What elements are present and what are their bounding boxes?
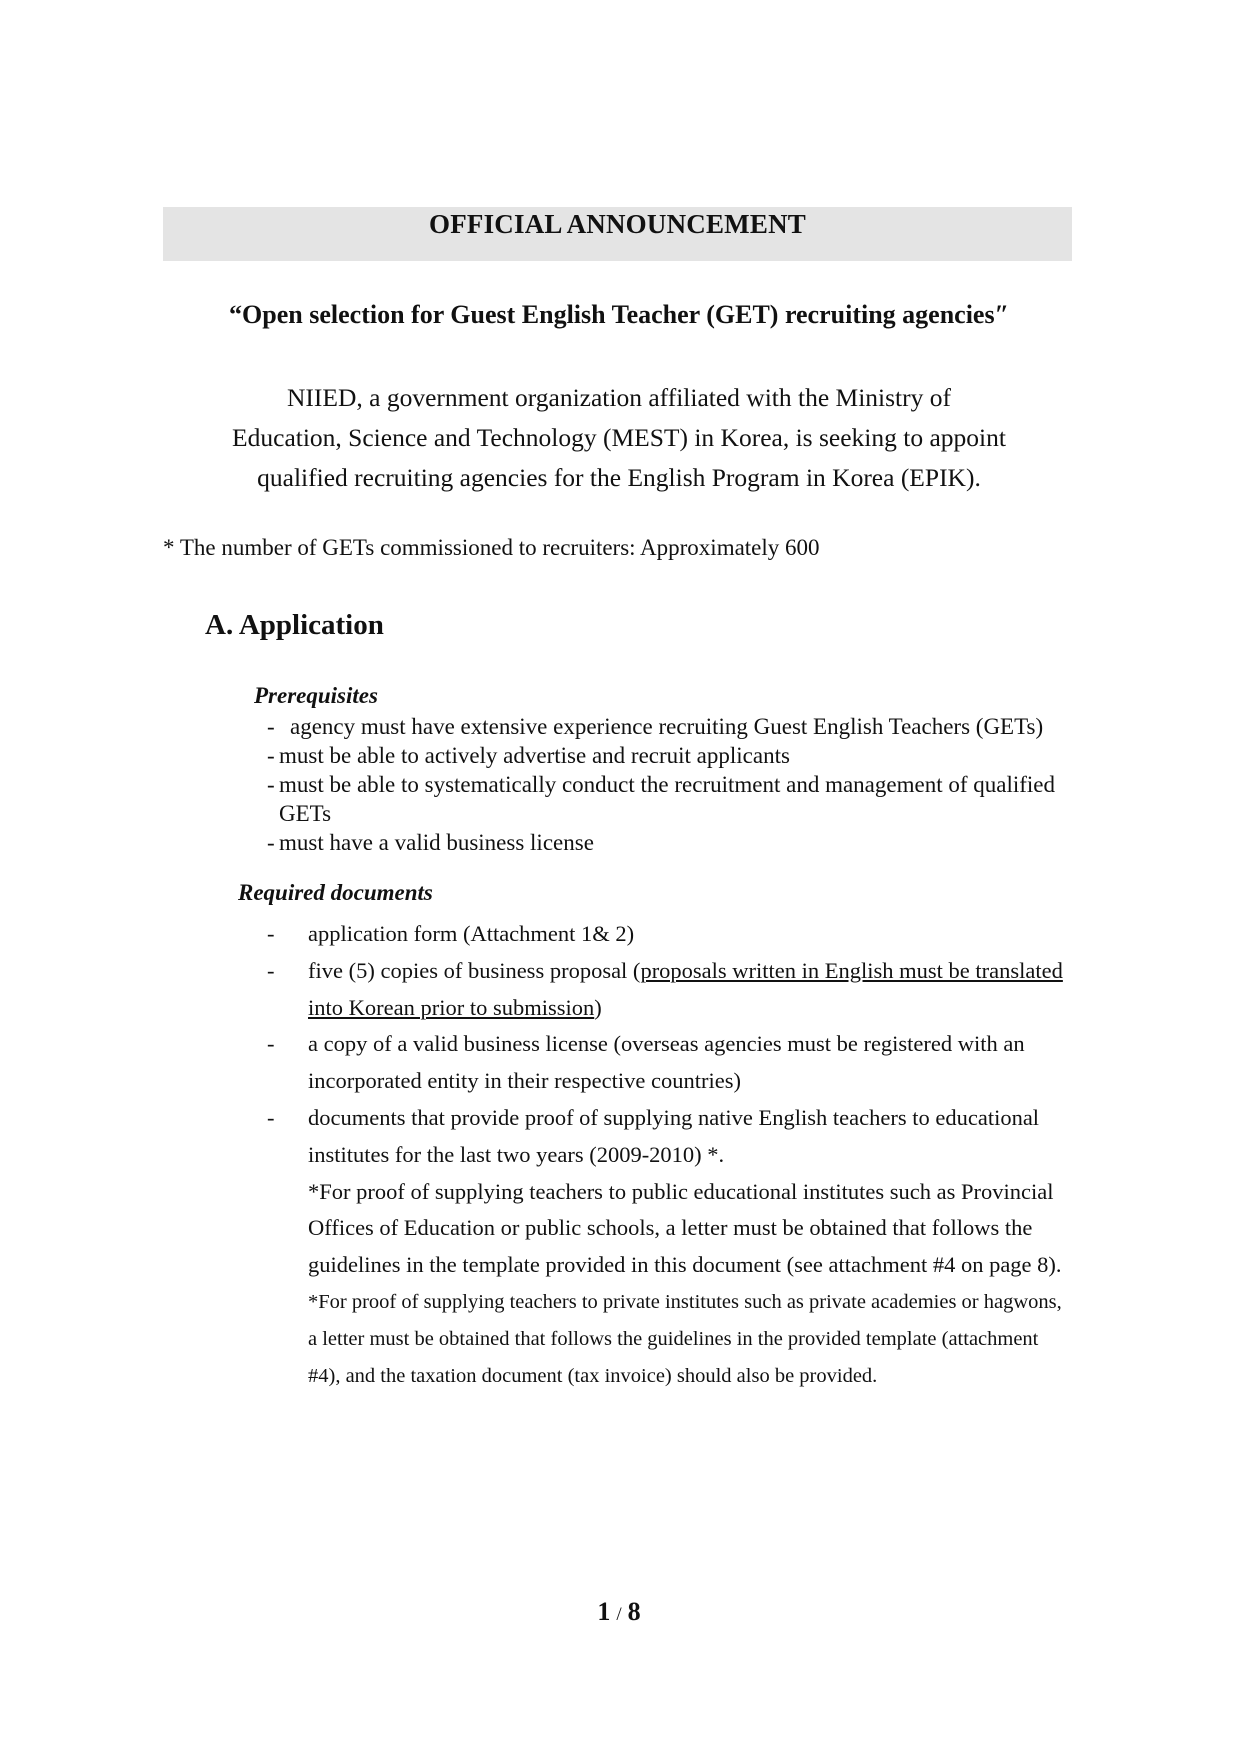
page-total: 8 <box>627 1597 641 1626</box>
list-item-text-plain: ) <box>594 994 602 1020</box>
list-item-text <box>308 1100 1075 1394</box>
list-item <box>163 828 1075 857</box>
list-item-text: a copy of a valid business license (overseas agencies must be registered with an incorporated entity in their respective countries) <box>308 1031 1025 1094</box>
bullet-dash: - <box>267 1104 275 1130</box>
intro-paragraph <box>163 378 1075 498</box>
list-item <box>163 770 1075 828</box>
page-separator: / <box>616 1604 622 1625</box>
document-title: “Open selection for Guest English Teacher (GET) recruiting agencies″ <box>229 300 1009 329</box>
page-number: 1 <box>597 1597 611 1626</box>
intro-line: Education, Science and Technology (MEST) in Korea, is seeking to appoint <box>232 423 1006 452</box>
footnote-public-institutes: *For proof of supplying teachers to public educational institutes such as Provincial Offices of Education or public schools, a letter must be obtained that follows the guidelines in the template provided in this document (see attachment #4 on page 8). <box>308 1178 1062 1278</box>
list-item <box>163 1100 1075 1394</box>
banner <box>163 207 1072 261</box>
bullet-dash: - <box>267 921 275 946</box>
page-footer <box>163 1596 1075 1631</box>
list-item <box>163 916 1075 953</box>
prerequisites-heading: Prerequisites <box>254 683 378 708</box>
document-content <box>163 0 1075 1394</box>
list-item-text: application form (Attachment 1& 2) <box>308 921 635 946</box>
footnote-private-institutes: *For proof of supplying teachers to private institutes such as private academies or hagwons, a letter must be obtained that follows the guidelines in the provided template (attachment #4), and the taxation document (tax invoice) should also be provided. <box>308 1290 1062 1387</box>
list-item-main-text: documents that provide proof of supplying native English teachers to educational institutes for the last two years (2009-2010) *. <box>308 1104 1040 1167</box>
section-heading-application: A. Application <box>205 609 384 641</box>
bullet-dash: - <box>267 714 275 739</box>
intro-line: qualified recruiting agencies for the English Program in Korea (EPIK). <box>257 463 981 492</box>
bullet-dash: - <box>267 1031 275 1057</box>
list-item-text-plain: five (5) copies of business proposal ( <box>308 957 641 983</box>
list-item <box>163 1026 1075 1100</box>
prerequisites-list <box>163 712 1075 857</box>
required-documents-heading: Required documents <box>238 880 433 905</box>
bullet-dash: - <box>267 772 275 797</box>
list-item-text: agency must have extensive experience recruiting Guest English Teachers (GETs) <box>290 714 1044 739</box>
list-item-text: must have a valid business license <box>279 830 594 855</box>
list-item-text: must be able to actively advertise and recruit applicants <box>279 743 790 768</box>
bullet-dash: - <box>267 957 275 983</box>
gets-count-note: * The number of GETs commissioned to recruiters: Approximately 600 <box>163 535 820 560</box>
list-item <box>163 712 1075 741</box>
underlined-text: proposals written in English must be translated into Korean prior to submission <box>308 957 1063 1020</box>
list-item <box>163 741 1075 770</box>
banner-text: OFFICIAL ANNOUNCEMENT <box>429 209 806 239</box>
list-item-text <box>308 953 1075 1027</box>
required-documents-list <box>163 916 1075 1394</box>
bullet-dash: - <box>267 743 275 768</box>
bullet-dash: - <box>267 830 275 855</box>
list-item <box>163 953 1075 1027</box>
intro-line: NIIED, a government organization affiliated with the Ministry of <box>286 383 951 412</box>
list-item-text: must be able to systematically conduct the recruitment and management of qualified GETs <box>279 772 1055 826</box>
